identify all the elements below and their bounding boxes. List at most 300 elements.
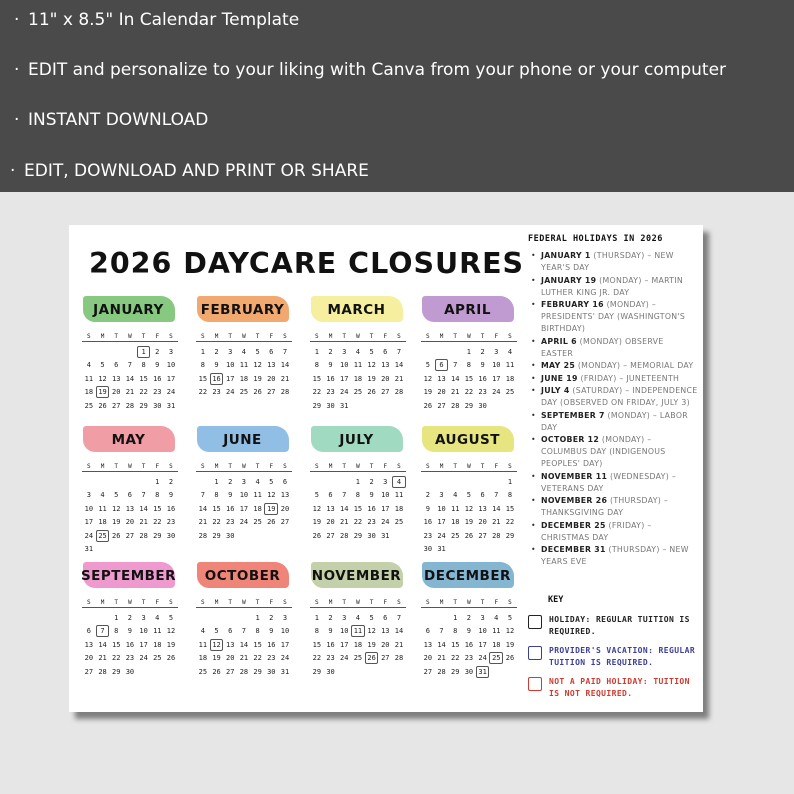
day-cell: 14 [451,374,460,383]
day-cell: 10 [492,361,501,370]
day-cell: 30 [226,531,235,540]
weekday-label: F [383,463,388,470]
weekday-label: M [100,463,105,470]
weekday-label: F [155,463,160,470]
day-cell: 2 [466,613,472,622]
day-cell: 18 [153,640,162,649]
day-cell: 2 [328,613,333,622]
day-cell: 14 [98,640,107,649]
weekday-label: T [141,599,146,606]
holiday-description: (SATURDAY) – INDEPENDENCE DAY (OBSERVED ON FRIDAY, JULY 3) [541,386,698,407]
day-cell: 20 [381,640,390,649]
day-cell: 17 [139,640,148,649]
day-cell: 6 [425,627,430,636]
holiday-day-cell: 7 [96,625,110,637]
day-cell: 25 [239,388,249,397]
day-cell: 29 [451,667,460,676]
day-cell: 16 [423,518,433,527]
weekday-header [421,333,517,342]
day-cell: 18 [492,640,501,649]
day-cell: 8 [214,491,219,500]
weekday-label: W [242,333,246,340]
weekday-label: T [453,599,458,606]
holiday-date: JANUARY 1 [541,251,591,260]
day-cell: 3 [228,347,233,356]
day-cell: 13 [381,361,390,370]
day-cell: 3 [141,613,146,622]
weekday-label: M [100,333,105,340]
day-cell: 31 [381,531,390,540]
weekday-label: T [342,463,347,470]
day-cell: 25 [253,518,262,527]
day-cell: 10 [381,491,390,500]
day-cell: 15 [464,374,474,383]
day-cell: 9 [369,491,374,500]
day-cell: 24 [166,388,176,397]
weekday-label: S [201,333,205,340]
weekday-label: F [155,333,160,340]
day-cell: 18 [253,504,262,513]
month-header [193,425,292,453]
key-item [528,675,698,703]
day-cell: 10 [437,504,446,513]
day-cell: 23 [153,388,162,397]
day-cell: 14 [394,361,404,370]
day-cell: 14 [280,361,290,370]
day-cell: 14 [437,640,446,649]
month-header [418,295,517,323]
day-cell: 17 [478,640,487,649]
day-cell: 27 [267,388,276,397]
day-cell: 29 [464,401,474,410]
holiday-description: (MONDAY) – LABOR DAY [541,410,688,432]
key-swatch [528,677,542,691]
weekday-label: S [315,463,319,470]
weekday-label: M [328,463,333,470]
month-name: JUNE [223,432,262,448]
holiday-date: NOVEMBER 26 [541,496,608,505]
holiday-item [528,373,698,385]
day-cell: 22 [212,518,221,527]
day-cells [82,345,178,413]
day-cell: 31 [437,545,446,554]
day-cell: 7 [439,627,444,636]
weekday-label: S [169,463,173,470]
day-cell: 19 [367,640,376,649]
day-cell: 9 [214,361,219,370]
month-august [418,425,517,554]
key-item [528,644,698,672]
month-may [79,425,178,554]
day-cell: 10 [84,504,94,513]
day-cell: 22 [464,388,474,397]
holiday-date: OCTOBER 12 [541,435,600,444]
day-cell: 12 [367,627,376,636]
month-grid [196,333,292,399]
weekday-label: M [100,599,105,606]
day-cell: 10 [226,361,235,370]
day-cells [196,345,292,399]
weekday-label: T [342,333,347,340]
day-cell: 10 [139,627,148,636]
key-text: PROVIDER'S VACATION: REGULAR TUITION IS REQUIRED. [549,646,696,667]
day-cell: 1 [466,347,472,356]
holiday-item [528,434,698,470]
weekday-label: S [426,463,430,470]
day-cell: 27 [280,518,290,527]
holidays-title: FEDERAL HOLIDAYS IN 2026 [528,234,663,244]
day-cell: 27 [84,667,94,676]
day-cell: 27 [125,531,135,540]
day-cell: 8 [255,627,260,636]
day-cell: 25 [353,654,363,663]
day-cell: 6 [86,627,91,636]
holiday-day-cell: 16 [210,373,224,385]
day-cell: 1 [200,347,205,356]
day-cell: 30 [267,667,276,676]
day-cell: 4 [255,477,260,486]
day-cell: 12 [253,361,262,370]
day-cell: 17 [340,374,349,383]
month-name: NOVEMBER [311,568,402,584]
day-cell: 9 [269,627,274,636]
month-header [193,561,292,589]
day-cell: 26 [253,388,262,397]
calendar-title: 2026 DAYCARE CLOSURES [89,247,525,280]
holiday-item [528,250,698,274]
holiday-day-cell: 25 [489,652,503,664]
holiday-day-cell: 19 [96,386,110,398]
day-cell: 16 [153,374,162,383]
day-cell: 12 [464,504,474,513]
day-cell: 29 [505,531,515,540]
day-cell: 1 [155,477,160,486]
day-cell: 17 [492,374,501,383]
day-cell: 21 [394,374,404,383]
holiday-description: (FRIDAY) – JUNETEENTH [577,373,680,383]
day-cell: 20 [280,504,290,513]
day-cell: 21 [280,374,290,383]
weekday-label: W [467,599,471,606]
day-cell: 30 [166,531,176,540]
day-cell: 6 [383,347,388,356]
day-cell: 3 [383,477,388,486]
weekday-label: T [369,599,374,606]
day-cell: 18 [353,640,363,649]
day-cell: 28 [139,531,148,540]
key-swatch [528,646,542,660]
weekday-label: S [283,463,287,470]
day-cell: 21 [492,518,501,527]
day-cell: 15 [312,374,322,383]
day-cell: 13 [437,374,446,383]
day-cell: 23 [326,388,335,397]
weekday-label: S [283,599,287,606]
month-name: JANUARY [93,302,164,318]
weekday-label: S [87,463,91,470]
month-header [307,295,406,323]
day-cell: 9 [127,627,133,636]
weekday-label: W [356,599,360,606]
day-cell: 23 [125,654,135,663]
day-cell: 26 [505,654,515,663]
day-cell: 26 [464,531,474,540]
day-cell: 7 [396,613,402,622]
holiday-description: (FRIDAY) – CHRISTMAS DAY [541,520,652,542]
month-grid [82,333,178,413]
feature-bullet-edit: · EDIT and personalize to your liking with Canva from your phone or your computer [14,60,727,80]
day-cell: 24 [381,518,390,527]
holiday-item [528,299,698,335]
day-cell: 16 [267,640,276,649]
month-grid [310,463,406,543]
weekday-label: W [128,599,132,606]
day-cell: 30 [326,667,335,676]
month-september [79,561,178,676]
day-cell: 24 [492,388,501,397]
day-cell: 8 [200,361,205,370]
weekday-header [421,463,517,472]
day-cell: 31 [166,401,176,410]
day-cell: 19 [423,388,433,397]
weekday-label: T [369,463,374,470]
day-cell: 16 [326,374,335,383]
day-cell: 12 [98,374,107,383]
day-cell: 26 [423,401,433,410]
day-cell: 24 [340,654,349,663]
day-cell: 30 [326,401,335,410]
day-cell: 15 [451,640,460,649]
day-cell: 17 [166,374,176,383]
weekday-label: F [383,599,388,606]
day-cell: 16 [166,504,176,513]
day-cell: 21 [125,388,135,397]
day-cell: 26 [267,518,276,527]
weekday-label: T [255,463,260,470]
month-header [307,425,406,453]
day-cell: 7 [141,491,146,500]
day-cell: 18 [505,374,515,383]
day-cell: 10 [340,361,349,370]
day-cell: 29 [139,401,148,410]
day-cell: 12 [312,504,322,513]
holiday-description: (THURSDAY) – NEW YEARS EVE [541,545,689,566]
day-cell: 5 [214,627,219,636]
month-header [79,425,178,453]
day-cell: 5 [425,361,430,370]
weekday-label: T [480,463,485,470]
day-cells [310,345,406,413]
month-name: FEBRUARY [200,302,285,318]
day-cells [421,611,517,679]
feature-bullet-download: · INSTANT DOWNLOAD [14,110,209,130]
day-cell: 22 [353,518,363,527]
day-cell: 4 [241,347,247,356]
day-cell: 16 [464,640,474,649]
day-cell: 17 [437,518,446,527]
weekday-label: S [87,599,91,606]
day-cell: 13 [267,361,276,370]
day-cell: 28 [98,667,107,676]
holiday-date: MAY 25 [541,361,576,370]
day-cell: 29 [112,667,121,676]
weekday-header [310,463,406,472]
day-cell: 1 [355,477,361,486]
day-cell: 19 [253,374,262,383]
day-cell: 13 [280,491,290,500]
holiday-date: DECEMBER 31 [541,545,606,554]
day-cells [82,611,178,679]
day-cell: 30 [423,545,433,554]
day-cell: 3 [439,491,444,500]
weekday-label: S [426,599,430,606]
day-cell: 5 [114,491,119,500]
weekday-header [82,599,178,608]
day-cell: 28 [394,388,404,397]
weekday-label: T [255,333,260,340]
weekday-label: F [155,599,160,606]
weekday-label: T [228,599,233,606]
day-cell: 4 [100,491,105,500]
day-cell: 2 [155,347,160,356]
weekday-label: S [397,333,401,340]
day-cell: 21 [98,654,107,663]
day-cell: 9 [425,504,430,513]
day-cell: 24 [340,388,349,397]
weekday-label: S [426,333,430,340]
day-cell: 15 [139,374,148,383]
day-cell: 16 [326,640,335,649]
day-cell: 19 [367,374,376,383]
weekday-header [196,599,292,608]
day-cell: 14 [394,627,404,636]
day-cell: 14 [239,640,249,649]
day-cell: 18 [394,504,404,513]
day-cell: 27 [478,531,487,540]
day-cell: 29 [153,531,162,540]
day-cell: 2 [425,491,430,500]
day-cell: 12 [423,374,433,383]
month-grid [310,599,406,679]
weekday-label: S [397,463,401,470]
day-cell: 9 [168,491,174,500]
weekday-label: F [269,333,274,340]
month-grid [421,599,517,679]
day-cell: 30 [125,667,135,676]
month-header [79,561,178,589]
day-cell: 2 [214,347,219,356]
day-cell: 27 [112,401,121,410]
day-cell: 7 [342,491,347,500]
weekday-label: W [356,463,360,470]
day-cell: 19 [212,654,221,663]
day-cell: 17 [381,504,390,513]
month-january [79,295,178,410]
day-cell: 1 [314,347,319,356]
holiday-day-cell: 31 [476,666,490,678]
holiday-description: (MONDAY) – MEMORIAL DAY [575,361,694,370]
holiday-date: JULY 4 [541,386,570,395]
day-cell: 24 [437,531,446,540]
day-cell: 20 [112,388,121,397]
day-cell: 12 [267,491,276,500]
weekday-label: F [494,333,499,340]
key-title: KEY [548,595,564,605]
month-header [79,295,178,323]
weekday-label: S [87,333,91,340]
day-cell: 1 [255,613,260,622]
day-cell: 6 [328,491,333,500]
weekday-label: S [508,599,512,606]
day-cells [310,475,406,543]
day-cell: 23 [212,388,221,397]
month-header [418,425,517,453]
day-cell: 3 [282,613,288,622]
month-name: MARCH [327,302,386,318]
weekday-label: T [369,333,374,340]
day-cell: 23 [423,531,433,540]
day-cell: 7 [396,347,402,356]
day-cell: 19 [505,640,515,649]
day-cell: 28 [280,388,290,397]
weekday-label: S [201,599,205,606]
day-cell: 22 [198,388,208,397]
holiday-item [528,520,698,544]
day-cell: 18 [198,654,208,663]
day-cell: 24 [84,531,94,540]
weekday-label: F [269,599,274,606]
weekday-label: S [283,333,287,340]
month-grid [421,463,517,556]
day-cells [310,611,406,679]
day-cell: 30 [367,531,376,540]
holiday-day-cell: 26 [365,652,379,664]
weekday-label: W [242,599,246,606]
holiday-description: (MONDAY) OBSERVE EASTER [541,336,664,358]
day-cell: 2 [269,613,274,622]
day-cell: 1 [114,613,119,622]
holiday-date: FEBRUARY 16 [541,300,604,309]
day-cell: 20 [326,518,335,527]
weekday-label: F [494,599,499,606]
month-june [193,425,292,540]
day-cell: 28 [437,667,446,676]
day-cell: 10 [280,627,290,636]
day-cell: 11 [253,491,262,500]
product-banner [0,0,794,192]
day-cell: 2 [168,477,174,486]
legend-key [528,595,698,706]
month-name: JULY [339,432,374,448]
weekday-label: S [315,333,319,340]
day-cell: 24 [478,654,487,663]
weekday-label: M [328,599,333,606]
day-cell: 22 [112,654,121,663]
day-cell: 6 [383,613,388,622]
weekday-header [196,463,292,472]
day-cell: 29 [312,667,322,676]
day-cell: 16 [478,374,487,383]
federal-holidays-list [528,234,698,569]
day-cell: 21 [437,654,446,663]
holiday-day-cell: 6 [435,359,449,371]
day-cell: 22 [505,518,515,527]
day-cell: 10 [239,491,249,500]
holiday-item [528,410,698,434]
holiday-description: (MONDAY) – COLUMBUS DAY (INDIGENOUS PEOPLES' DAY) [541,435,666,468]
day-cell: 25 [153,654,162,663]
day-cell: 21 [239,654,249,663]
